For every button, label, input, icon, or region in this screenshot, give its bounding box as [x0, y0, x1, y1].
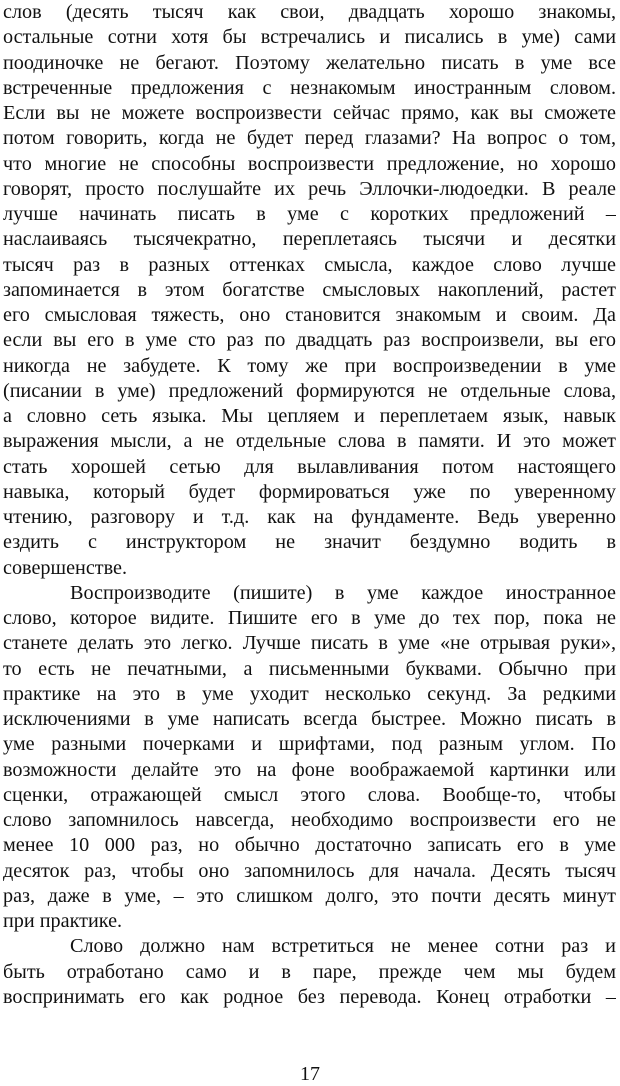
text-line: навыка, который будет формироваться уже по уверенному	[3, 480, 616, 503]
text-line: станете делать это легко. Лучше писать в уме «не отрывая руки»,	[3, 632, 616, 655]
text-line: возможности делайте это на фоне воображаемой картинки или	[3, 758, 616, 781]
text-line: ездить с инструктором не значит бездумно водить в	[3, 531, 616, 554]
text-line: сценки, отражающей смысл этого слова. Вообще-то, чтобы	[3, 783, 616, 806]
text-line: раз, даже в уме, – это слишком долго, это почти десять минут	[3, 884, 616, 907]
text-line: стать хорошей сетью для вылавливания потом настоящего	[3, 455, 616, 478]
text-line: быть отработано само и в паре, прежде чем мы будем	[3, 960, 616, 983]
text-line: никогда не забудете. К тому же при воспроизведении в уме	[3, 354, 616, 377]
text-line: говорят, просто послушайте их речь Эллочки-людоедки. В реале	[3, 177, 616, 200]
text-line: наслаиваясь тысячекратно, переплетаясь тысячи и десятки	[3, 228, 616, 251]
text-line: остальные сотни хотя бы встречались и писались в уме) сами	[3, 26, 616, 49]
text-line: Воспроизводите (пишите) в уме каждое иностранное	[70, 581, 616, 604]
page-number: 17	[300, 1063, 320, 1085]
text-line: запоминается в этом богатстве смысловых накоплений, растет	[3, 278, 616, 301]
text-line: выражения мысли, а не отдельные слова в памяти. И это может	[3, 430, 616, 453]
text-line: поодиночке не бегают. Поэтому желательно писать в уме все	[3, 51, 616, 74]
text-line: а словно сеть языка. Мы цепляем и переплетаем язык, навык	[3, 405, 616, 427]
text-line: тысяч раз в разных оттенках смысла, каждое слово лучше	[3, 253, 616, 276]
text-line: (писании в уме) предложений формируются не отдельные слова,	[3, 379, 616, 402]
text-line: слово запомнилось навсегда, необходимо воспроизвести его не	[3, 809, 616, 831]
text-line: воспринимать его как родное без перевода. Конец отработки –	[3, 985, 616, 1008]
text-line: исключениями в уме написать всегда быстрее. Можно писать в	[3, 708, 616, 730]
text-line: слово, которое видите. Пишите его в уме до тех пор, пока не	[3, 607, 616, 629]
text-line: что многие не способны воспроизвести предложение, но хорошо	[3, 152, 616, 175]
text-line: десяток раз, чтобы оно запомнилось для начала. Десять тысяч	[3, 859, 616, 882]
text-line: менее 10 000 раз, но обычно достаточно записать его в уме	[3, 834, 616, 857]
text-line: практике на это в уме уходит несколько секунд. За редкими	[3, 682, 616, 705]
text-line: чтению, разговору и т.д. как на фундаменте. Ведь уверенно	[3, 506, 616, 528]
text-line: уме разными почерками и шрифтами, под разным углом. По	[3, 733, 616, 756]
text-line: то есть не печатными, а письменными буквами. Обычно при	[3, 657, 616, 680]
text-line: совершенстве.	[3, 556, 128, 579]
text-line: лучше начинать писать в уме с коротких предложений –	[3, 203, 616, 225]
text-line: при практике.	[3, 910, 123, 932]
text-line: слов (десять тысяч как свои, двадцать хорошо знакомы,	[3, 1, 616, 23]
body-text	[3, 0, 616, 1010]
text-line: потом говорить, когда не будет перед глазами? На вопрос о том,	[3, 127, 616, 150]
text-line: Слово должно нам встретиться не менее сотни раз и	[70, 935, 616, 958]
text-line: его смысловая тяжесть, оно становится знакомым и своим. Да	[3, 304, 616, 326]
text-line: встреченные предложения с незнакомым иностранным словом.	[3, 76, 616, 99]
text-line: Если вы не можете воспроизвести сейчас прямо, как вы сможете	[3, 102, 616, 124]
text-line: если вы его в уме сто раз по двадцать раз воспроизвели, вы его	[3, 329, 616, 352]
